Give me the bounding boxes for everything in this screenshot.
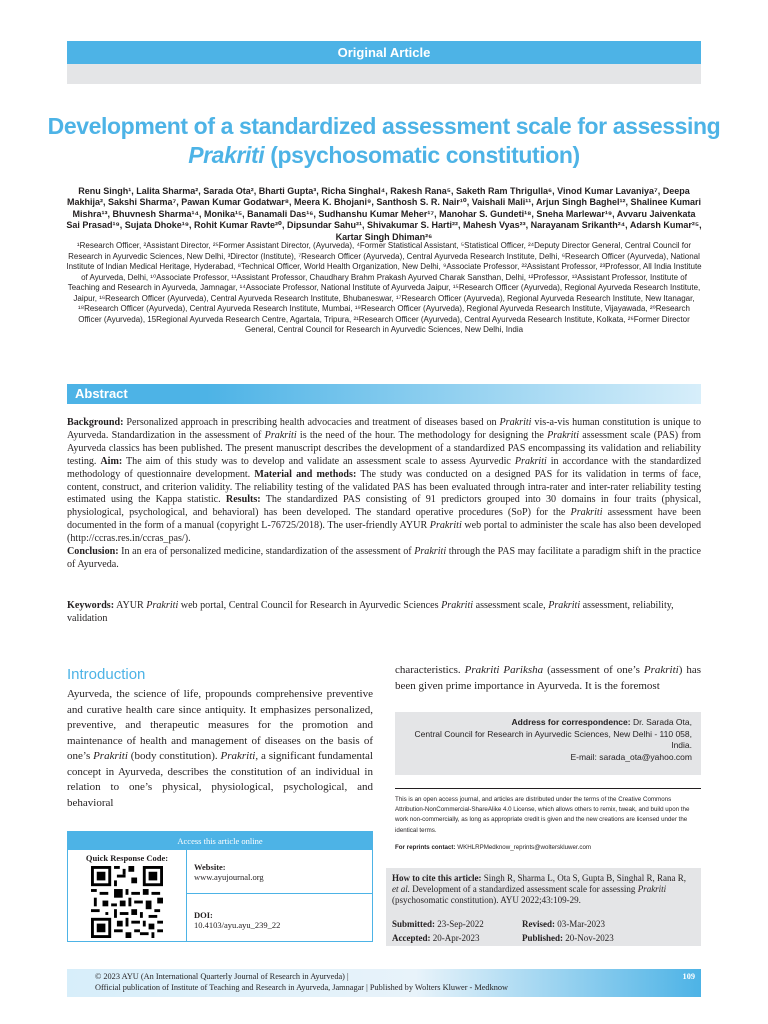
published-label: Published: — [522, 933, 564, 943]
citation-text — [392, 873, 694, 906]
website-label: Website: — [194, 862, 226, 872]
kw-seg: AYUR — [114, 600, 147, 611]
access-heading: Access this article online — [68, 832, 372, 850]
correspondence-email[interactable]: E-mail: sarada_ota@yahoo.com — [570, 751, 692, 762]
keywords — [67, 600, 701, 626]
banner-gray-strip — [67, 64, 701, 84]
submitted-date: 23-Sep-2022 — [435, 919, 484, 929]
citation-seg: et al. — [392, 884, 410, 894]
conclusion-label: Conclusion: — [67, 546, 119, 558]
published-date: 20-Nov-2023 — [563, 933, 614, 943]
doi-label: DOI: — [194, 910, 213, 920]
access-online-box — [67, 831, 373, 942]
reprints-label: For reprints contact: — [395, 844, 456, 851]
article-title — [40, 112, 728, 170]
abstract-seg: through the PAS may facilitate a paradigm shift in the practice of Ayurveda. — [67, 546, 701, 570]
article-type-banner — [67, 41, 701, 64]
page-number: 109 — [682, 972, 695, 981]
citation-seg: (psychosomatic constitution). AYU 2022;43:109-29. — [392, 895, 581, 905]
abstract-seg: In an era of personalized medicine, standardization of the assessment of — [118, 546, 415, 558]
introduction-heading: Introduction — [67, 666, 146, 683]
revised-label: Revised: — [522, 919, 555, 929]
footer-text — [95, 971, 508, 993]
citation-seg: Singh R, Sharma L, Ota S, Gupta B, Singhal R, Rana R, — [481, 873, 686, 883]
intro-seg: Prakriti — [220, 750, 256, 762]
page-footer — [67, 969, 701, 997]
abstract-seg: The aim of this study was to develop and validate an assessment scale to assess Ayurvedic — [122, 455, 515, 467]
citation-label: How to cite this article: — [392, 873, 482, 883]
kw-seg: Prakriti — [548, 600, 581, 611]
access-divider — [186, 893, 372, 894]
abstract-seg: assessment scale (PAS) from Ayurveda classics has been published. The present manuscript describes the development of a standardized PAS encompassing its validation and reliability testing. — [67, 429, 701, 467]
affiliations: ¹Research Officer, ²Assistant Director, ²⁵Former Assistant Director, (Ayurveda), ⁴Former Statistical Assistant, ⁵Statistical Officer, ²⁴Deputy Director General, Central Council for Research in Ayurvedic Sciences, New Delhi, ³Director (Institute), ⁷Research Officer (Ayurveda), Central Ayurveda Research Institute, Delhi, ⁶Research Officer (Ayurveda), National Institute of Indian Medical Heritage, Hyderabad, ⁸Technical Officer, World Health Organization, New Delhi, ⁹Associate Professor, ²²Assistant Professor, ²³Professor, All India Institute of Ayurveda, Delhi, ¹⁰Associate Professor, ¹¹Assistant Professor, Chaudhary Brahm Prakash Ayurved Charak Sansthan, Delhi, ¹²Professor, ¹³Assistant Professor, Institute of Teaching and Research in Ayurveda, Jamnagar, ¹⁴Associate Professor, National Institute of Ayurveda Jaipur, ¹⁵Research Officer (Ayurveda), Regional Ayurveda Research Institute, Jaipur, ¹⁶Research Officer (Ayurveda), Central Ayurveda Research Institute, Bhubaneswar, ¹⁷Research Officer (Ayurveda), Regional Ayurveda Research Institute, New Itanagar, ¹⁸Research Officer (Ayurveda), Central Ayurveda Research Institute, Mumbai, ¹⁹Research Officer (Ayurveda), Regional Ayurveda Research Institute, Vijayawada, ²⁰Research Officer (Ayurveda), 15Regional Ayurveda Research Centre, Agartala, Tripura, ²¹Research Officer (Ayurveda), Central Ayurveda Research Institute, Kolkata, ²⁶Former Director General, Central Council for Research in Ayurvedic Sciences, New Delhi, India — [66, 241, 702, 334]
intro-seg: ) has been given prime importance in Ayurveda. It is the foremost — [395, 664, 701, 692]
citation-seg: Development of a standardized assessment scale for assessing — [410, 884, 638, 894]
abstract-seg: The standardized PAS consisting of 91 predictors grouped into 30 domains in four traits (physical, physiological, psychological, and behavioral) has been developed. The standard operative procedures (SoP) for the — [67, 494, 701, 519]
abstract-seg: web portal to administer the scale has also been developed (http://ccras.res.in/ccras_pas/). — [67, 520, 701, 545]
reprints-email[interactable]: WKHLRPMedknow_reprints@wolterskluwer.com — [455, 844, 592, 851]
introduction-continued — [395, 663, 701, 694]
kw-seg: web portal, Central Council for Research in Ayurvedic Sciences — [178, 600, 442, 611]
article-type-label: Original Article — [337, 45, 431, 60]
kw-seg: Prakriti — [441, 600, 474, 611]
correspondence-box — [395, 712, 701, 775]
abstract-seg: in accordance with the standardized methodology of questionnaire development. — [67, 455, 701, 480]
kw-seg: Prakriti — [146, 600, 179, 611]
abstract-seg: is the need of the hour. The methodology for designing the — [296, 429, 548, 441]
title-line2: (psychosomatic constitution) — [264, 142, 580, 168]
submitted-label: Submitted: — [392, 919, 436, 929]
title-line1: Development of a standardized assessment scale for assessing — [47, 113, 721, 139]
intro-seg: (assessment of one’s — [543, 664, 644, 676]
intro-seg: , a significant fundamental concept in Ayurveda, describes the constitution of an individual in relation to one’s physical, physiological, psychological, and behavioral — [67, 750, 373, 809]
doi-value[interactable]: 10.4103/ayu.ayu_239_22 — [194, 920, 281, 930]
kw-seg: assessment, reliability, validation — [67, 600, 674, 624]
accepted-date: 20-Apr-2023 — [430, 933, 480, 943]
abstract-seg: Prakriti — [429, 520, 462, 532]
license-notice: This is an open access journal, and articles are distributed under the terms of the Creative Commons Attribution-NonCommercial-ShareAlike 4.0 License, which allows others to remix, tweak, and build upon the work non-commercially, as long as appropriate credit is given and the new creations are licensed under the identical terms. — [395, 788, 701, 836]
intro-seg: (body constitution). — [127, 750, 221, 762]
title-italic: Prakriti — [188, 142, 265, 168]
citation-box — [386, 868, 701, 946]
citation-seg: Prakriti — [637, 884, 667, 894]
abstract-seg: Prakriti — [547, 429, 580, 441]
intro-seg: Prakriti — [93, 750, 128, 762]
citation-dates — [392, 917, 694, 945]
methods-label: Material and methods: — [254, 468, 357, 480]
abstract-header — [67, 384, 701, 404]
kw-seg: assessment scale, — [473, 600, 549, 611]
abstract-seg: Personalized approach in prescribing health advocacies and treatment of diseases based on — [123, 417, 500, 428]
abstract-seg: Prakriti — [499, 417, 532, 428]
intro-seg: characteristics. — [395, 664, 465, 676]
abstract-seg: assessment have been documented in the form of a manual (copyright L-76725/2018). The user-friendly AYUR — [67, 507, 701, 532]
abstract-heading: Abstract — [75, 386, 128, 401]
background-label: Background: — [67, 417, 124, 428]
abstract-text — [67, 417, 701, 572]
revised-date: 03-Mar-2023 — [555, 919, 606, 929]
correspondence-label: Address for correspondence: — [511, 717, 631, 727]
website-link[interactable]: www.ayujournal.org — [194, 872, 264, 882]
qr-code-icon[interactable] — [91, 866, 163, 938]
abstract-seg: Prakriti — [514, 455, 547, 467]
qr-column — [68, 850, 187, 941]
keywords-label: Keywords: — [67, 600, 115, 611]
footer-line2: Official publication of Institute of Teaching and Research in Ayurveda, Jamnagar | Published by Wolters Kluwer - Medknow — [95, 983, 509, 992]
correspondence-name: Dr. Sarada Ota, — [630, 717, 692, 727]
abstract-seg: Prakriti — [414, 546, 447, 558]
abstract-seg: Prakriti — [570, 507, 603, 519]
footer-line1: © 2023 AYU (An International Quarterly Journal of Research in Ayurveda) | — [95, 972, 349, 981]
intro-seg: Prakriti — [643, 664, 679, 676]
abstract-seg: The study was conducted on a designed PAS for its validation in terms of face, content, construct, and criterion validity. The reliability testing of the validated PAS has been evaluated through intra-rater and inter-rater reliability testing estimated using the Kappa statistic. — [67, 468, 702, 506]
abstract-seg: Prakriti — [264, 429, 297, 441]
introduction-paragraph — [67, 687, 373, 811]
aim-label: Aim: — [100, 455, 123, 467]
correspondence-address: Central Council for Research in Ayurvedic Sciences, New Delhi - 110 058, — [414, 728, 692, 739]
results-label: Results: — [225, 494, 261, 506]
author-list: Renu Singh¹, Lalita Sharma², Sarada Ota², Bharti Gupta³, Richa Singhal⁴, Rakesh Rana⁵, Saketh Ram Thrigulla⁶, Vinod Kumar Lavaniya⁷, Deepa Makhija², Sakshi Sharma⁷, Pawan Kumar Godatwar⁸, Meera K. Bhojani⁹, Santhosh S. R. Nair¹⁰, Vaishali Mali¹¹, Arjun Singh Baghel¹², Shalinee Kumari Mishra¹³, Bhuvnesh Sharma¹⁴, Monika¹⁵, Banamali Das¹⁶, Sudhanshu Kumar Meher¹⁷, Manohar S. Gundeti¹⁸, Sneha Marlewar¹⁹, Avvaru Jaivenkata Sai Prasad¹⁹, Sujata Dhoke¹⁹, Rohit Kumar Ravte²⁰, Dipsundar Sahu²¹, Shivakumar S. Harti²², Mahesh Vyas²³, Narayanam Srikanth²⁴, Adarsh Kumar²⁵, Kartar Singh Dhiman²⁶ — [66, 186, 702, 242]
correspondence-country: India. — [671, 740, 692, 750]
reprints-contact — [395, 843, 701, 853]
accepted-label: Accepted: — [392, 933, 431, 943]
intro-seg: Ayurveda, the science of life, propounds comprehensive preventive and curative health care since antiquity. It emphasizes personalized, preventive, and therapeutic measures for the promotion and maintenance of health and management of diseases on the basis of one’s — [67, 688, 373, 762]
abstract-seg: vis-a-vis human constitution is unique to Ayurveda. Standardization in the assessment of — [67, 417, 701, 441]
qr-label: Quick Response Code: — [85, 853, 169, 863]
intro-seg: Prakriti Pariksha — [464, 664, 544, 676]
